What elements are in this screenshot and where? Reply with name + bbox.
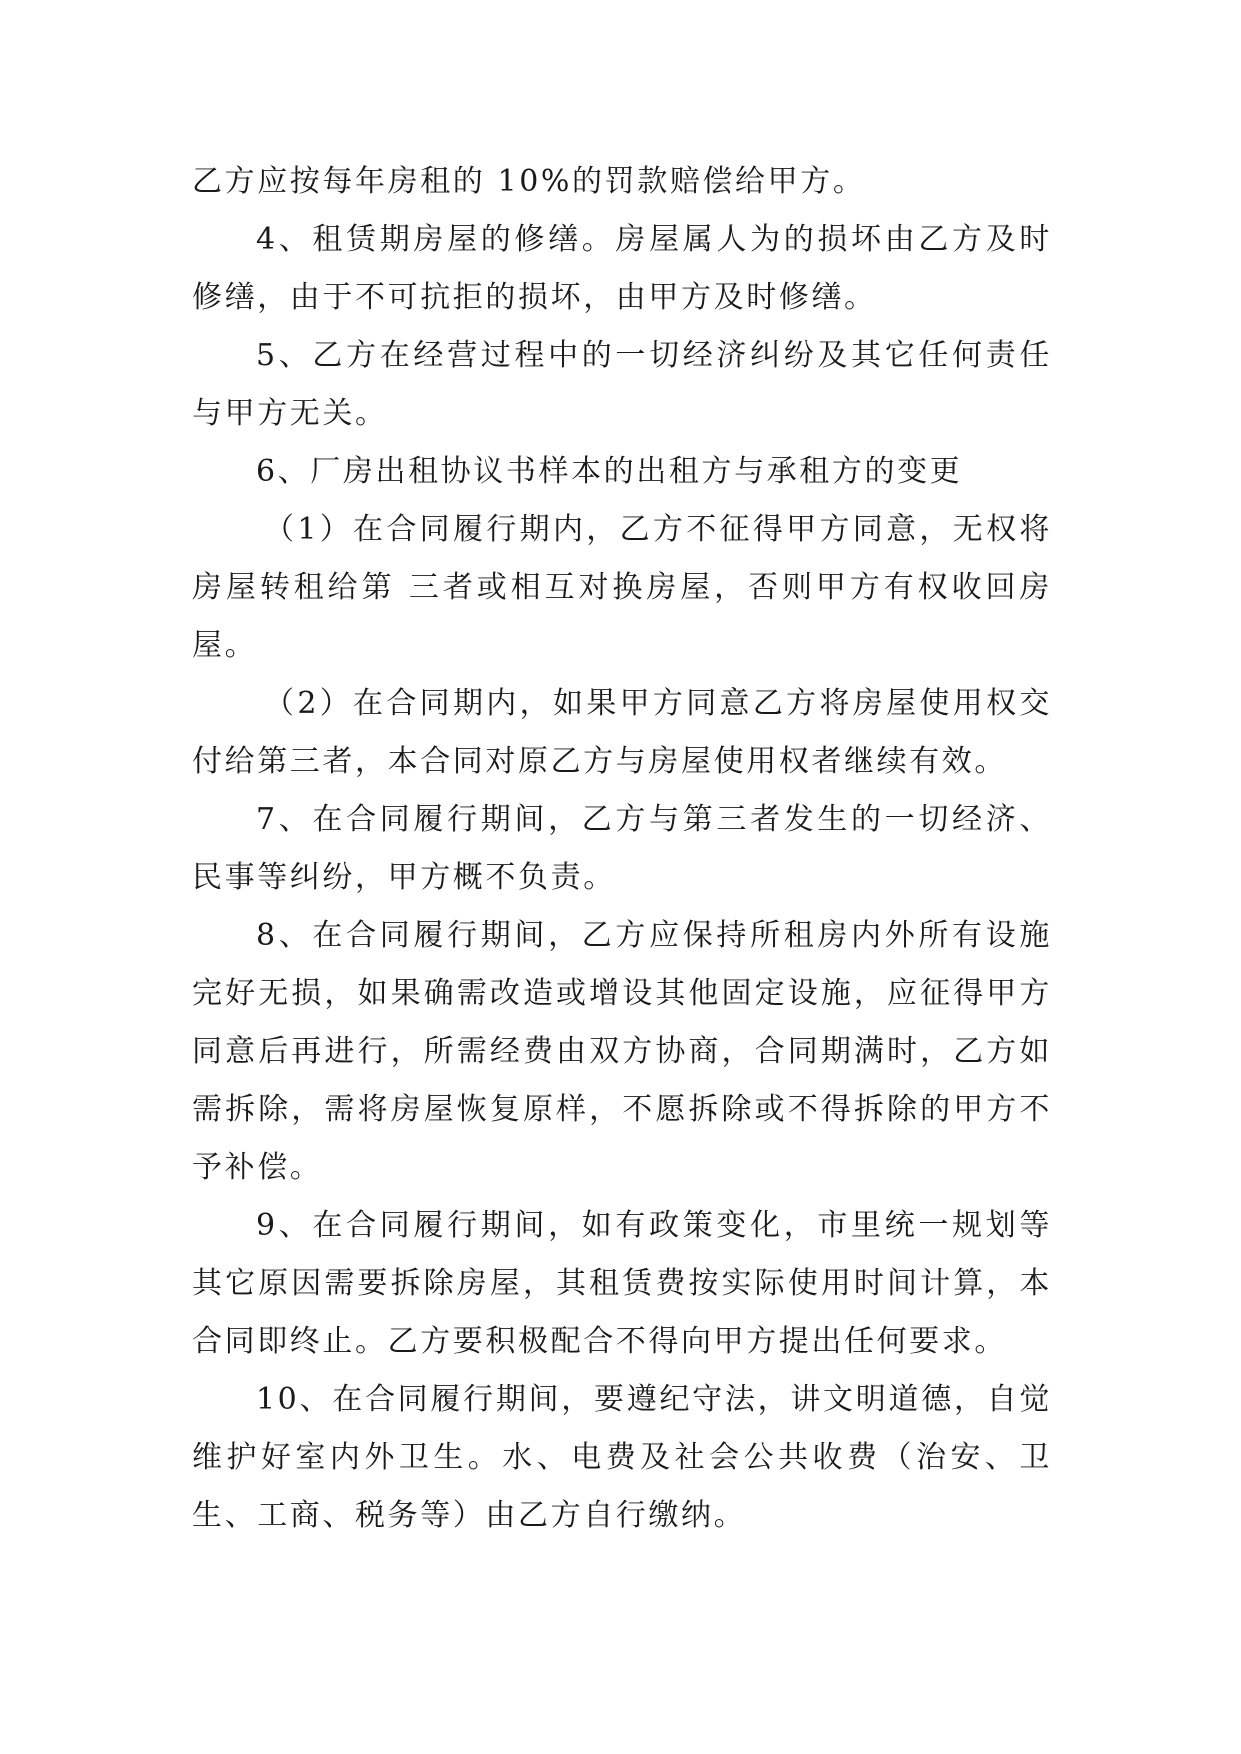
- contract-body: [192, 153, 1052, 1545]
- paragraph-clause-6: 6、厂房出租协议书样本的出租方与承租方的变更: [256, 454, 963, 489]
- paragraph-clause-6-1: （1）在合同履行期内，乙方不征得甲方同意，无权将房屋转租给第 三者或相互对换房屋，否则甲方有权收回房屋。: [192, 512, 1052, 663]
- paragraph-clause-4: 4、租赁期房屋的修缮。房屋属人为的损坏由乙方及时修缮，由于不可抗拒的损坏，由甲方及时修缮。: [192, 222, 1052, 315]
- paragraph-clause-5: 5、乙方在经营过程中的一切经济纠纷及其它任何责任与甲方无关。: [192, 338, 1052, 431]
- paragraph-clause-6-2: （2）在合同期内，如果甲方同意乙方将房屋使用权交付给第三者，本合同对原乙方与房屋使用权者继续有效。: [192, 686, 1052, 779]
- paragraph-clause-8: 8、在合同履行期间，乙方应保持所租房内外所有设施完好无损，如果确需改造或增设其他固定设施，应征得甲方同意后再进行，所需经费由双方协商，合同期满时，乙方如需拆除，需将房屋恢复原样，不愿拆除或不得拆除的甲方不予补偿。: [192, 918, 1052, 1185]
- paragraph-clause-9: 9、在合同履行期间，如有政策变化，市里统一规划等其它原因需要拆除房屋，其租赁费按实际使用时间计算，本合同即终止。乙方要积极配合不得向甲方提出任何要求。: [192, 1208, 1052, 1359]
- paragraph-clause-10: 10、在合同履行期间，要遵纪守法，讲文明道德，自觉维护好室内外卫生。水、电费及社会公共收费（治安、卫生、工商、税务等）由乙方自行缴纳。: [192, 1382, 1052, 1533]
- paragraph-penalty-continuation: 乙方应按每年房租的 10%的罚款赔偿给甲方。: [192, 164, 866, 199]
- paragraph-clause-7: 7、在合同履行期间，乙方与第三者发生的一切经济、民事等纠纷，甲方概不负责。: [192, 802, 1052, 895]
